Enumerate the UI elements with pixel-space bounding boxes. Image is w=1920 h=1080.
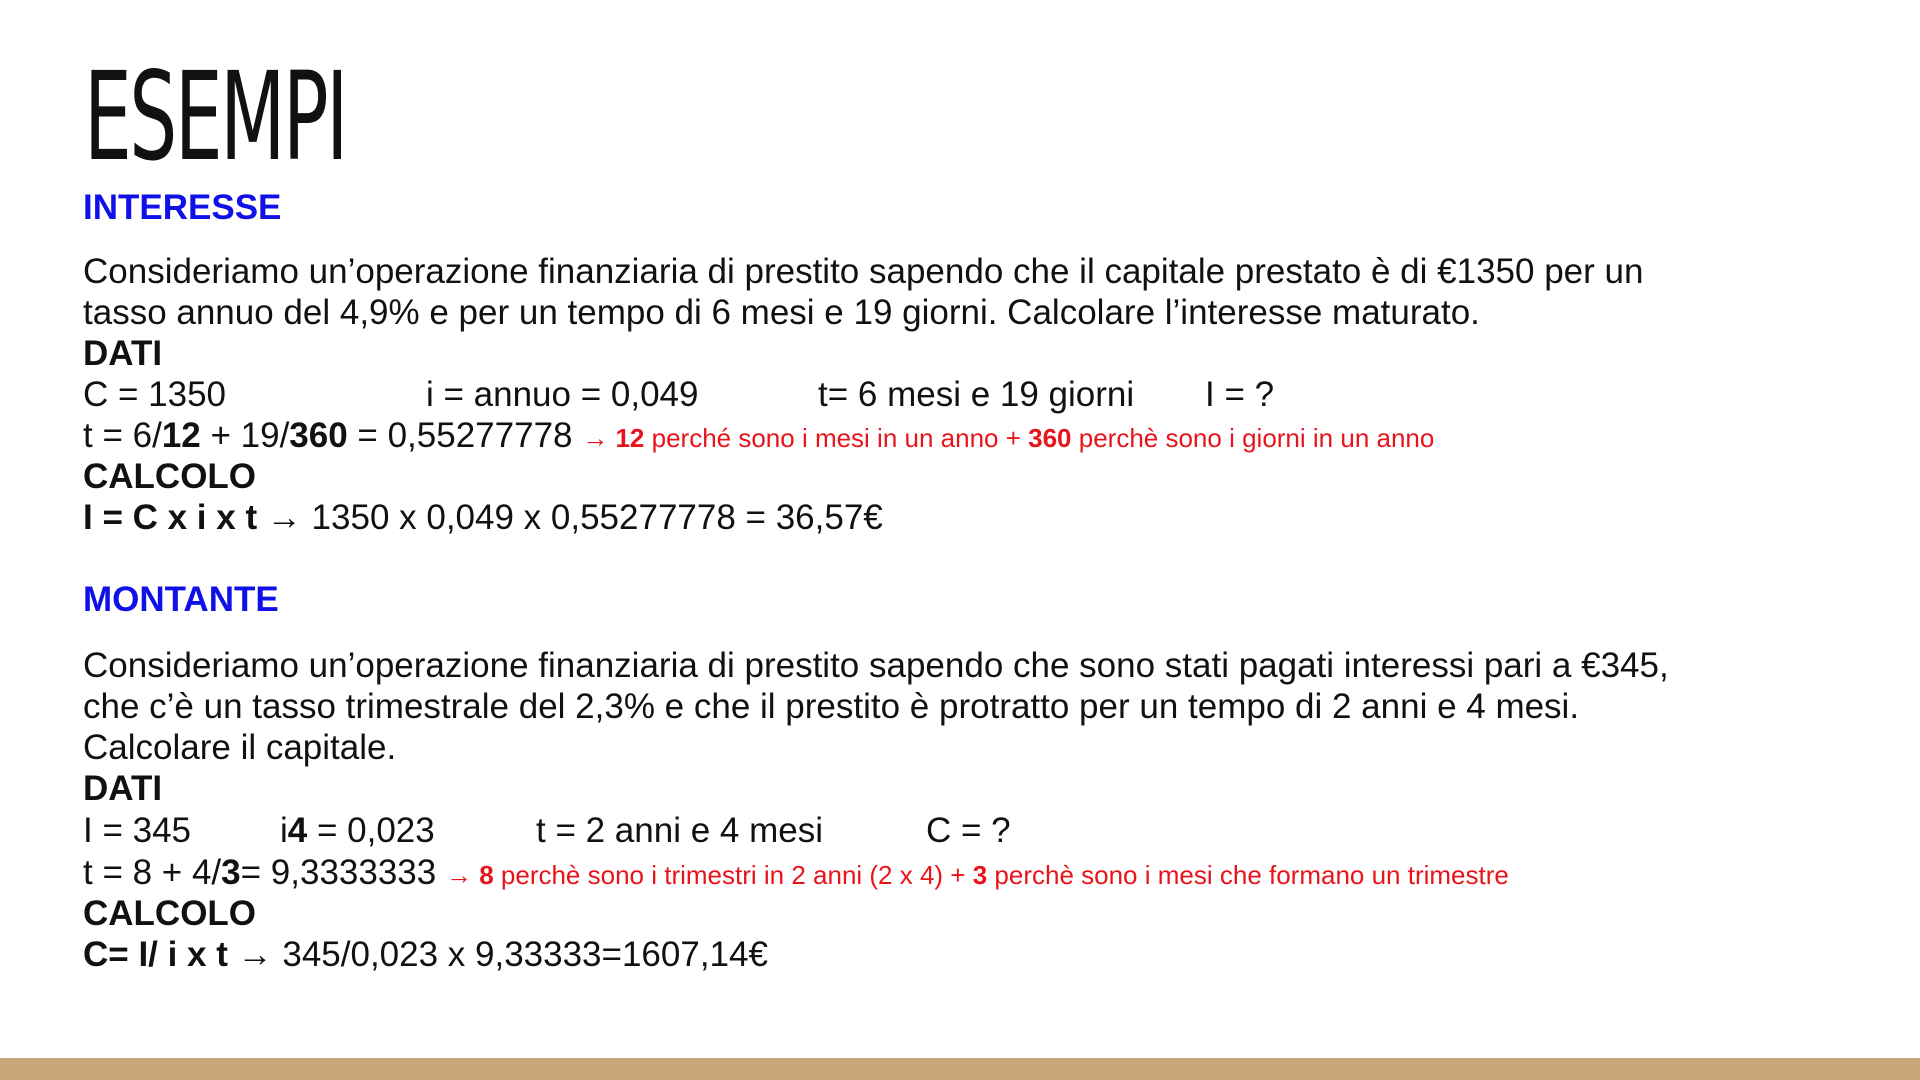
calcolo-label: CALCOLO [83, 457, 257, 496]
dati-value: C = 1350 [83, 375, 227, 414]
dati-label: DATI [83, 769, 163, 808]
dati-values [83, 374, 1483, 415]
t-formula-part: = 0,55277778 [347, 416, 583, 455]
section-heading-interesse: INTERESSE [83, 188, 282, 227]
note-number: 12 [615, 423, 645, 453]
note-text: perché sono i mesi in un anno + [644, 423, 1029, 453]
note-number: 360 [1028, 423, 1072, 453]
dati-value: C = ? [926, 811, 1011, 850]
t-formula-part: 360 [289, 416, 348, 455]
dati-value: t = 2 anni e 4 mesi [536, 811, 823, 850]
arrow-icon: → [445, 860, 480, 890]
problem-text: che c’è un tasso trimestrale del 2,3% e che il prestito è protratto per un tempo di 2 anni e 4 mesi. [83, 687, 1580, 726]
dati-label: DATI [83, 334, 163, 373]
calcolo-formula [83, 934, 768, 975]
footer-bar [0, 1058, 1920, 1080]
dati-value: i = annuo = 0,049 [426, 375, 699, 414]
problem-text: Consideriamo un’operazione finanziaria di prestito sapendo che sono stati pagati interessi pari a €345, [83, 646, 1669, 685]
t-formula [83, 852, 1509, 896]
explanation-note [582, 423, 1434, 453]
note-text: perchè sono i giorni in un anno [1071, 423, 1435, 453]
dati-value-part: 4 [287, 811, 308, 850]
dati-value: t= 6 mesi e 19 giorni [818, 375, 1135, 414]
t-formula-part: t = 6/ [83, 416, 162, 455]
note-number: 8 [479, 860, 494, 890]
t-formula-part: 12 [161, 416, 201, 455]
section-heading-montante: MONTANTE [83, 580, 279, 619]
dati-value: I = ? [1205, 375, 1275, 414]
t-formula [83, 415, 1434, 459]
dati-value: I = 345 [83, 811, 192, 850]
formula-result: → 1350 x 0,049 x 0,55277778 = 36,57€ [257, 498, 883, 537]
problem-text: Consideriamo un’operazione finanziaria di prestito sapendo che il capitale prestato è di €1350 per un [83, 252, 1644, 291]
formula-result: → 345/0,023 x 9,33333=1607,14€ [227, 935, 768, 974]
calcolo-formula [83, 497, 883, 538]
t-formula-part: 3 [221, 853, 241, 892]
arrow-icon: → [582, 423, 616, 453]
dati-values [83, 810, 1083, 851]
t-formula-part: t = 8 + 4/ [83, 853, 222, 892]
note-text: perchè sono i mesi che formano un trimestre [987, 860, 1509, 890]
explanation-note [446, 860, 1509, 890]
calcolo-label: CALCOLO [83, 894, 257, 933]
dati-value [280, 810, 435, 851]
note-text: perchè sono i trimestri in 2 anni (2 x 4) + [493, 860, 973, 890]
formula: I = C x i x t [83, 498, 258, 537]
t-formula-part: = 9,3333333 [240, 853, 446, 892]
problem-text: tasso annuo del 4,9% e per un tempo di 6 mesi e 19 giorni. Calcolare l’interesse maturato. [83, 293, 1480, 332]
dati-value-part: i [280, 811, 288, 850]
page-title: ESEMPI [84, 46, 346, 188]
note-number: 3 [972, 860, 988, 890]
problem-text: Calcolare il capitale. [83, 728, 397, 767]
dati-value-part: = 0,023 [307, 811, 435, 850]
t-formula-part: + 19/ [200, 416, 290, 455]
formula: C= I/ i x t [83, 935, 228, 974]
